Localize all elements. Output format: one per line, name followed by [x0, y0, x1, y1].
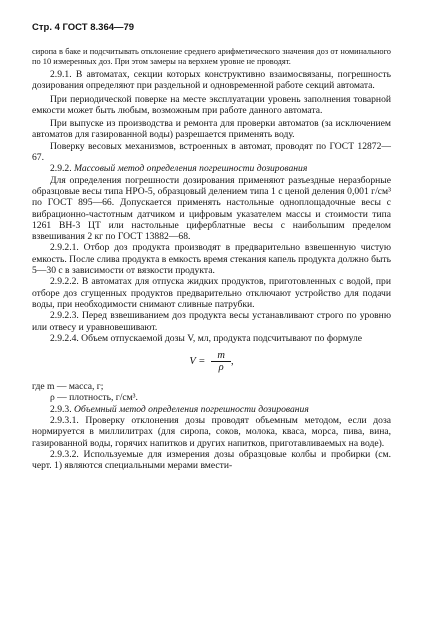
section-heading: 2.9.2. Массовый метод определения погрешности дозирования	[50, 163, 308, 175]
page-header: Стр. 4 ГОСТ 8.364—79	[32, 22, 135, 33]
paragraph: 2.9.2.3. Перед взвешиванием доз продукта весы устанавливают строго по уровню или отвесу и уравновешивают.	[32, 310, 391, 333]
formula-denominator: ρ	[218, 362, 224, 374]
formula-lhs: V =	[189, 356, 206, 368]
paragraph: 2.9.3.2. Используемые для измерения дозы образцовые колбы и пробирки (см. черт. 1) являются специальными мерами вмести-	[32, 448, 391, 472]
formula-tail: ,	[230, 356, 234, 368]
paragraph: При периодической поверке на месте эксплуатации уровень заполнения товарной емкости может быть любым, возможным при работе данного автомата.	[32, 93, 391, 116]
volume-formula	[32, 350, 391, 373]
paragraph: 2.9.2.2. В автоматах для отпуска жидких продуктов, приготовленных с водой, при отборе доз сгущенных продуктов предварительно отключают устройство для подачи воды, при необходимости снимают сливные патрубки.	[32, 276, 391, 310]
section-heading: 2.9.3. Объемный метод определения погрешности дозирования	[50, 403, 309, 415]
formula-numerator: m	[217, 350, 225, 362]
paragraph: Для определения погрешности дозирования применяют разъездные неразборные образцовые весы типа НРО-5, образцовый делением типа 1 с ценой деления 0,001 г/см³ по ГОСТ 895—66. Допускается применять настольные одноплощадочные весы с вибрационно-частотным датчиком и цифровым указателем массы и стоимости типа 1261 ВН-3 ЦТ или настольные циферблатные весы с наибольшим пределом взвешивания 2 кг по ГОСТ 13882—68.	[32, 174, 391, 243]
section-heading-title: Объемный метод определения погрешности дозирования	[73, 403, 309, 415]
paragraph: 2.9.3.1. Проверку отклонения дозы проводят объемным методом, если доза нормируется в миллилитрах (для сиропа, соков, молока, кваса, морса, пива, вина, газированной воды, горячих напитков и других напитков, приготавливаемых на воде).	[32, 415, 391, 449]
paragraph: 2.9.2.1. Отбор доз продукта производят в предварительно взвешенную чистую емкость. После слива продукта в емкость время стекания капель продукта должно быть 5—30 с в зависимости от вязкости продукта.	[32, 242, 391, 277]
formula-legend-item: ρ — плотность, г/см³.	[50, 392, 138, 404]
formula-legend-item: где m — масса, г;	[32, 381, 104, 393]
paragraph: 2.9.1. В автоматах, секции которых конструктивно взаимосвязаны, погрешность дозирования определяют при раздельной и одновременной работе секций автомата.	[32, 69, 391, 92]
paragraph: Поверку весовых механизмов, встроенных в автомат, проводят по ГОСТ 12872—67.	[32, 140, 391, 164]
paragraph: 2.9.2.4. Объем отпускаемой дозы V, мл, продукта подсчитывают по формуле	[50, 332, 362, 344]
paragraph: При выпуске из производства и ремонта для проверки автоматов (за исключением автоматов для газированной воды) разрешается применять воду.	[32, 118, 391, 141]
section-heading-title: Массовый метод определения погрешности дозирования	[73, 163, 308, 175]
formula-fraction	[211, 350, 231, 373]
paragraph: сиропа в баке и подсчитывать отклонение среднего арифметического значения доз от номинального по 10 измеренных доз. При этом замеры на верхнем уровне не проводят.	[32, 47, 391, 66]
